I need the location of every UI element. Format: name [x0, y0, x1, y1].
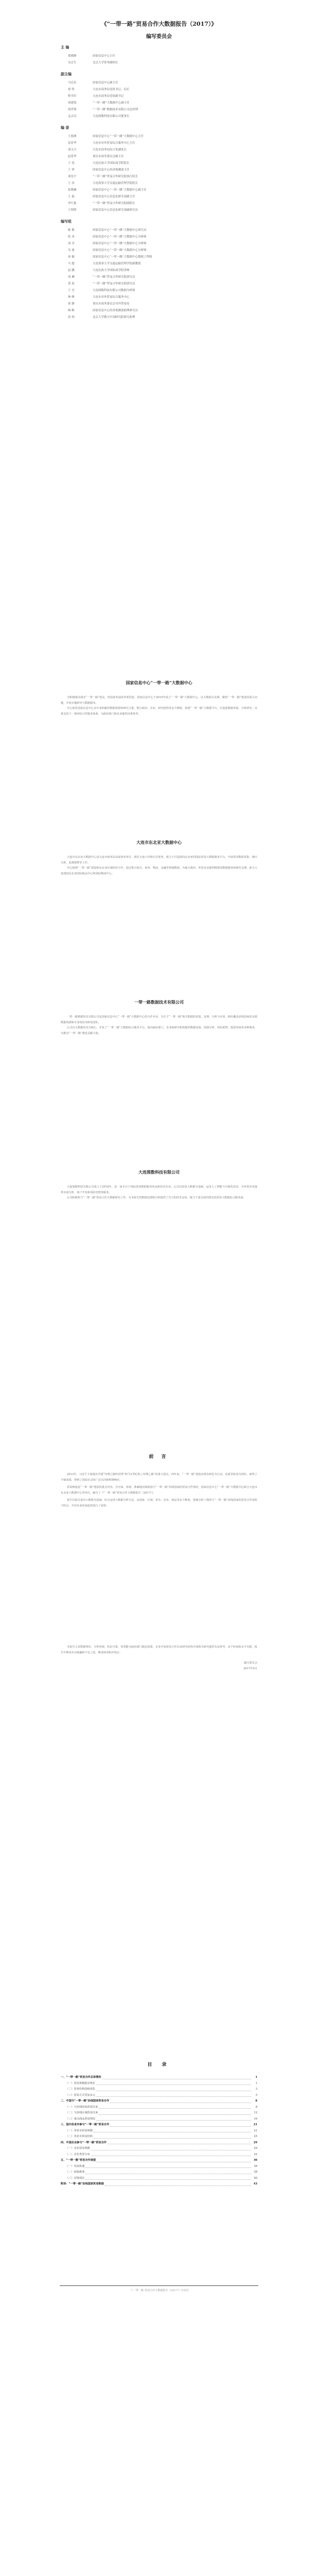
committee-subtitle: 编写委员会 — [146, 34, 172, 40]
committee-member — [0, 281, 318, 287]
toc-list — [0, 2075, 318, 2188]
member-name: 王 铎 — [68, 168, 75, 172]
toc-page-number: 8 — [255, 2099, 257, 2103]
toc-leader-dots — [85, 2164, 251, 2168]
toc-leader-dots — [96, 2081, 251, 2086]
toc-page-number: 16 — [254, 2117, 257, 2121]
toc-entry[interactable] — [61, 2116, 257, 2123]
preface-section — [0, 1453, 318, 1672]
toc-leader-dots — [102, 2075, 251, 2079]
toc-page-number: 3 — [255, 2088, 257, 2091]
toc-entry-title: （三）重点商品贸易情况 — [66, 2117, 96, 2121]
toc-entry-title: 三、国内各省市参与“一带一路”贸易合作 — [61, 2123, 110, 2126]
toc-entry-title: 附录：“一带一路”沿线国家贸易数据 — [61, 2182, 104, 2185]
member-name: 王德洲 — [68, 135, 77, 138]
member-name: 梁 铁 — [68, 88, 75, 91]
member-org: 大连民族大学国际商学院讲师 — [93, 269, 130, 272]
committee-member — [0, 133, 318, 140]
member-org: 国家信息中心“一带一路”大数据中心分析师 — [93, 249, 147, 252]
toc-entry[interactable] — [61, 2128, 257, 2134]
member-org: 大连图数科技有限公司数据分析师 — [93, 289, 135, 292]
toc-leader-dots — [99, 2105, 251, 2109]
toc-leader-dots — [97, 2158, 251, 2162]
toc-entry-title: （二）各省市贸易结构 — [66, 2135, 93, 2138]
toc-leader-dots — [105, 2181, 251, 2186]
committee-member — [0, 93, 318, 100]
committee-member — [0, 87, 318, 93]
member-name: 王明明 — [68, 209, 77, 212]
toc-leader-dots — [99, 2110, 251, 2115]
member-org: 国家信息中心“一带一路”大数据中心主任 — [93, 135, 144, 138]
member-name: 郑晓静 — [68, 55, 77, 58]
member-org: 大连市对外贸易综合服务中心主任 — [93, 142, 135, 145]
committee-member — [0, 180, 318, 187]
toc-leader-dots — [110, 2122, 251, 2127]
committee-member — [0, 287, 318, 294]
member-name: 李红艳 — [68, 202, 77, 205]
toc-page-number: 29 — [254, 2147, 257, 2150]
toc-entry-title: 一、“一带一路”贸易合作总体情况 — [61, 2076, 101, 2079]
committee-member — [0, 314, 318, 321]
committee-member — [0, 267, 318, 274]
toc-entry[interactable] — [61, 2170, 257, 2176]
committee-member — [0, 140, 318, 147]
toc-leader-dots — [91, 2146, 251, 2150]
org-paragraph: 大连图数科技有限公司成立于2016年，是一家专注于国际贸易数据服务的高新技术企业。公司以贸易大数据为基础，运用人工智能与可视化技术，为外贸企业提供市场分析、客户开发和风险管理等服务。 — [61, 1185, 257, 1194]
member-org: 国家信息中心副主任 — [93, 81, 118, 84]
member-org: 大连市对外贸易综合服务中心 — [93, 296, 130, 299]
toc-leader-dots — [91, 2152, 251, 2157]
toc-entry[interactable] — [61, 2087, 257, 2093]
org-name: 大连图数科技有限公司 — [138, 1170, 180, 1175]
toc-entry-title: （一）发展机遇 — [66, 2164, 85, 2168]
member-name: 赵爱华 — [68, 155, 77, 158]
committee-member — [0, 247, 318, 254]
org-paragraph: 中心围绕“一带一路”建设和东北亚区域经济合作，通过整合海关、商务、物流、金融等领域数据，为地方政府、外贸企业提供精准的数据服务和研究支撑，助力大连建设东北亚国际航运中心和国际物流中心。 — [61, 867, 257, 875]
org-name: 国家信息中心“一带一路”大数据中心 — [126, 680, 192, 685]
member-name: 王 涛 — [68, 182, 75, 185]
member-org: “一带一路”贸易合作研究院副院长 — [93, 202, 135, 205]
preface-title: 前 言 — [149, 1454, 169, 1460]
committee-member — [0, 261, 318, 267]
toc-entry-title: 五、“一带一路”贸易合作展望 — [61, 2159, 96, 2162]
member-name: 徐 静 — [68, 302, 75, 306]
toc-page-number: 1 — [255, 2081, 257, 2085]
member-name: 张 涛 — [68, 235, 75, 239]
committee-member — [0, 241, 318, 247]
toc-divider — [60, 2285, 258, 2286]
toc-leader-dots — [96, 2093, 251, 2097]
toc-page-number: 40 — [254, 2176, 257, 2180]
member-name: 高 扬 — [68, 316, 75, 319]
toc-leader-dots — [94, 2128, 251, 2133]
member-org: 国家信息中心“一带一路”大数据中心分析师 — [93, 235, 147, 239]
toc-page-number: 5 — [255, 2093, 257, 2097]
org-name: 大连市东北亚大数据中心 — [136, 840, 182, 845]
committee-member — [0, 194, 318, 200]
member-name: 马庆乐 — [68, 81, 77, 84]
committee-member — [0, 113, 318, 120]
org-section-3 — [0, 999, 318, 1036]
toc-page-number: 32 — [254, 2153, 257, 2156]
committee-member — [0, 174, 318, 180]
org-paragraph: 一带一路数据技术有限公司是国家信息中心“一带一路”大数据中心的合作企业，专注于“一带一路”相关数据的采集、处理、分析与应用，拥有覆盖沿线国家的多源数据资源和专业的技术研发团队。 — [61, 1015, 257, 1024]
member-name: 赵 鹏 — [68, 269, 75, 272]
toc-entry[interactable] — [61, 2176, 257, 2182]
member-org: 大连市商务局综合处副处长 — [93, 148, 127, 151]
member-name: 周建海 — [68, 101, 77, 105]
toc-page-number: 38 — [254, 2171, 257, 2174]
toc-entry-title: （二）面临挑战 — [66, 2171, 85, 2174]
toc-entry[interactable] — [61, 2140, 257, 2146]
toc-entry[interactable] — [61, 2122, 257, 2128]
committee-member — [0, 60, 318, 66]
org-section-1 — [0, 680, 318, 717]
toc-leader-dots — [96, 2087, 251, 2091]
toc-leader-dots — [85, 2176, 251, 2180]
member-name: 王 磊 — [68, 195, 75, 198]
member-name: 马 超 — [68, 262, 75, 265]
report-title: 《“一带一路”贸易合作大数据报告（2017）》 — [101, 21, 217, 27]
member-name: 黄 晨 — [68, 282, 75, 285]
member-name: 林 峰 — [68, 296, 75, 299]
committee-member — [0, 274, 318, 281]
member-org: 国家信息中心“一带一路”大数据中心分析师 — [93, 242, 147, 245]
committee-member — [0, 160, 318, 167]
toc-entry-title: （一）企业贸易规模 — [66, 2147, 90, 2150]
toc-leader-dots — [94, 2134, 251, 2139]
member-name: 刘文兴 — [68, 148, 77, 151]
preface-paragraph: 贸易畅通是“一带一路”建设的重点内容。为全面、客观、准确地反映我国与“一带一路”沿线国家的贸易合作情况，国家信息中心“一带一路”大数据中心联合大连市东北亚大数据中心等单位，编写了《“一带一路”贸易合作大数据报告（2017）》。 — [61, 1486, 257, 1495]
toc-entry[interactable] — [61, 2093, 257, 2099]
toc-entry[interactable] — [61, 2098, 257, 2105]
member-name: 刘星宇 — [68, 175, 77, 178]
member-org: 大连市商务局党组书记、局长 — [93, 88, 130, 91]
org-name: 一带一路数据技术有限公司 — [134, 999, 184, 1005]
toc-entry[interactable] — [61, 2146, 257, 2152]
toc-leader-dots — [85, 2170, 251, 2174]
member-org: 北京大学数字中国研究院研究助理 — [93, 316, 135, 319]
toc-entry-title: （二）企业类型分布 — [66, 2153, 90, 2156]
member-org: “一带一路”贸易合作研究院研究员 — [93, 276, 135, 279]
committee-member — [0, 294, 318, 301]
committee-member — [0, 301, 318, 308]
toc-entry-title: （三）贸易方式更加多元 — [66, 2093, 96, 2097]
member-org: 大连海事大学交通运输管理学院院长 — [93, 182, 138, 185]
preface-signature: 编写委员会 — [244, 1662, 257, 1665]
toc-page-number: 25 — [254, 2135, 257, 2138]
org-paragraph: 中心依托国家信息中心多年来积累的数据资源和研究力量，整合政府、企业、研究机构等多方数据，构建“一带一路”大数据平台，打造集数据采集、分析研究、决策支持于一体的综合性服务体系，为政府部门和企业提供决策参考。 — [61, 707, 257, 716]
committee-member — [0, 234, 318, 241]
member-org: 大连海事大学交通运输管理学院副教授 — [93, 262, 141, 265]
committee-member — [0, 254, 318, 261]
member-name: 孙 颖 — [68, 256, 75, 259]
committee-member — [0, 308, 318, 314]
member-name: 于 泓 — [68, 162, 75, 165]
preface-date: 2017年5月 — [243, 1667, 257, 1670]
toc-entry-title: （二）与沿线区域贸易往来 — [66, 2111, 98, 2114]
member-name: 刘 洋 — [68, 242, 75, 245]
member-org: 北京大学常务副校长 — [93, 61, 118, 64]
org-paragraph: 公司以大数据技术为核心，开发了“一带一路”大数据综合服务平台，面向政府部门、企业和研究机构提供数据查询、国别分析、风险预警、投资咨询等多种服务，为推动“一带一路”建设贡献力量。 — [61, 1026, 257, 1035]
member-name: 张晓楠 — [68, 189, 77, 192]
toc-title: 目 录 — [147, 2062, 171, 2067]
committee-role: 编写组 — [61, 219, 72, 224]
member-org: 国家信息中心“一带一路”大数据中心数据工程师 — [93, 256, 152, 259]
member-org: “一带一路”数据技术有限公司总经理 — [93, 108, 138, 111]
committee-role: 副主编 — [61, 72, 72, 76]
toc-page-number: 12 — [254, 2111, 257, 2114]
member-org: 国家信息中心经济预测部主任 — [93, 168, 130, 172]
toc-entry[interactable] — [61, 2134, 257, 2140]
toc-footer: 《“一带一路”贸易合作大数据报告（2017）》目录页 — [129, 2289, 189, 2292]
toc-entry[interactable] — [61, 2105, 257, 2111]
toc-page-number: 43 — [253, 2182, 257, 2185]
committee-member — [0, 200, 318, 207]
toc-entry-title: 四、中国企业参与“一带一路”贸易合作 — [61, 2141, 107, 2144]
toc-leader-dots — [96, 2116, 251, 2121]
member-name: 王 亮 — [68, 289, 75, 292]
member-org: 国家信息中心“一带一路”大数据中心副主任 — [93, 189, 147, 192]
toc-leader-dots — [108, 2140, 251, 2145]
member-name: 杨 帆 — [68, 309, 75, 312]
toc-page-number: 21 — [253, 2123, 257, 2126]
preface-paragraph: 本报告力求数据翔实、分析客观、结论可靠，希望能为政府部门制定政策、企业开展贸易合作以及研究机构开展相关研究提供有益参考。由于时间和水平有限，报告中难免存在疏漏和不足之处，敬请读者批评指正。 — [61, 1646, 257, 1654]
toc-page-number: 36 — [253, 2159, 257, 2162]
committee-member — [0, 100, 318, 107]
member-org: “一带一路”贸易合作研究院研究员 — [93, 282, 135, 285]
committee-member — [0, 207, 318, 214]
member-org: 重庆市商务委员会对外贸易处 — [93, 302, 130, 306]
member-name: 陈 敏 — [68, 229, 75, 232]
committee-member — [0, 167, 318, 174]
toc-section — [0, 2061, 318, 2188]
member-name: 孟太昌 — [68, 115, 77, 118]
member-org: 大连市商务局党组副书记 — [93, 95, 124, 98]
committee-member — [0, 187, 318, 194]
committee-member — [0, 107, 318, 113]
preface-paragraph: 2013年，习近平主席提出共建“丝绸之路经济带”和“21世纪海上丝绸之路”的重大倡议。四年来，“一带一路”建设从理念转化为行动，从愿景转变为现实，取得了丰硕成果，得到了国际社会的广泛认同和积极响应。 — [61, 1473, 257, 1482]
member-org: 重庆市商务委员会副主任 — [93, 155, 124, 158]
member-name: 吴 迪 — [68, 249, 75, 252]
toc-leader-dots — [110, 2098, 251, 2103]
member-org: 国家信息中心“一带一路”大数据中心研究员 — [93, 229, 147, 232]
toc-entry-title: （一）各省市贸易规模 — [66, 2129, 93, 2132]
committee-role: 编 委 — [61, 125, 69, 130]
member-name: 吴京生 — [68, 61, 77, 64]
toc-page-number: 8 — [255, 2105, 257, 2109]
member-org: 国家信息中心经济预测部助理研究员 — [93, 309, 138, 312]
member-name: 雷亚华 — [68, 142, 77, 145]
toc-entry-title: （二）贸易结构持续优化 — [66, 2088, 96, 2091]
toc-entry-title: 二、中国与“一带一路”沿线国家贸易合作 — [61, 2099, 110, 2103]
member-name: 周 琳 — [68, 276, 75, 279]
committee-member — [0, 80, 318, 87]
toc-entry[interactable] — [61, 2075, 257, 2081]
member-name: 程书军 — [68, 95, 77, 98]
member-org: 大连民族大学国际商学院院长 — [93, 162, 130, 165]
committee-section — [0, 20, 318, 321]
org-section-4 — [0, 1170, 318, 1201]
toc-page-number: 21 — [254, 2129, 257, 2132]
toc-entry[interactable] — [61, 2152, 257, 2158]
org-paragraph: 大连市东北亚大数据中心是大连市商务局直属事业单位，依托大连口岸和区位优势，致力于打造面向东北亚的国际贸易大数据服务平台，开展贸易数据采集、统计分析、监测预警等工作。 — [61, 856, 257, 865]
toc-entry-title: （一）贸易规模稳步增长 — [66, 2081, 96, 2085]
committee-member — [0, 53, 318, 60]
member-org: “一带一路”大数据中心副主任 — [93, 101, 130, 105]
member-name: 周世锋 — [68, 108, 77, 111]
member-org: 国家信息中心信息化研究部副研究员 — [93, 209, 138, 212]
toc-page-number: 1 — [255, 2076, 257, 2079]
toc-page-number: 29 — [253, 2141, 257, 2144]
org-paragraph: 公司积极参与“一带一路”贸易合作大数据研究工作，为本报告的数据处理和分析提供了有力的技术支持，致力于成为国内领先的贸易大数据综合服务商。 — [67, 1196, 246, 1199]
toc-entry[interactable] — [61, 2181, 257, 2188]
toc-entry[interactable] — [61, 2158, 257, 2164]
committee-member — [0, 147, 318, 154]
committee-member — [0, 154, 318, 160]
committee-role: 主 编 — [61, 45, 69, 49]
org-section-2 — [0, 840, 318, 876]
toc-entry-title: （一）与沿线国家贸易往来 — [66, 2105, 98, 2109]
toc-entry-title: （三）对策建议 — [66, 2176, 85, 2180]
org-paragraph: 为积极推动落实“一带一路”倡议，经国家发展改革委同意，国家信息中心于2015年成立“一带一路”大数据中心，以大数据为支撑，聚焦“一带一路”建设的重大问题，开展专题研究与数据服务。 — [61, 696, 257, 705]
member-org: 国家信息中心信息化研究部副主任 — [93, 195, 135, 198]
toc-page-number: 36 — [254, 2164, 257, 2168]
member-org: “一带一路”贸易合作研究院执行院长 — [93, 175, 138, 178]
committee-groups — [0, 45, 318, 321]
toc-entry[interactable] — [61, 2164, 257, 2170]
toc-entry[interactable] — [61, 2081, 257, 2087]
toc-entry[interactable] — [61, 2110, 257, 2116]
member-org: 大连图数科技有限公司董事长 — [93, 115, 130, 118]
preface-paragraph: 报告以海关进出口数据为基础，综合运用大数据分析方法，从国家、区域、省市、企业、商品等多个维度，系统分析了我国与“一带一路”沿线国家的贸易合作现状与特点，并对未来发展趋势进行了展望。 — [61, 1499, 257, 1507]
member-org: 国家信息中心主任 — [93, 55, 116, 58]
committee-member — [0, 227, 318, 234]
